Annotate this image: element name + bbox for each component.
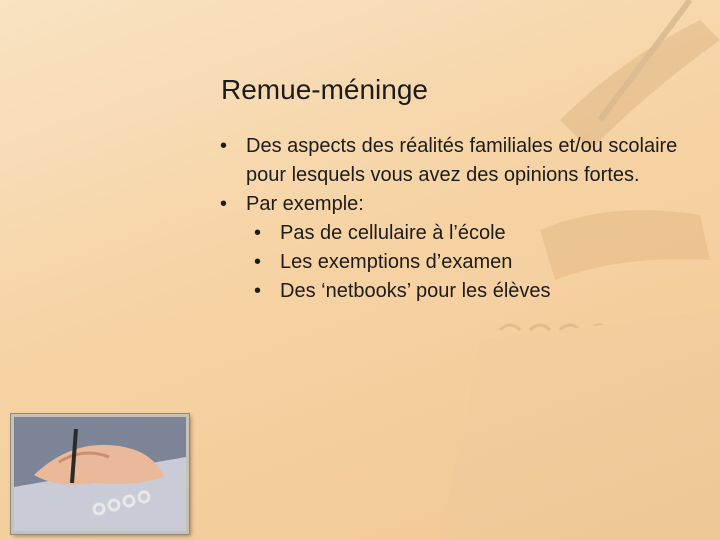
bullet-list: [220, 132, 690, 306]
bullet-item: [220, 132, 690, 190]
hand-writing-photo: [11, 414, 189, 534]
sub-bullet-item: [220, 219, 690, 248]
sub-bullet-item: [220, 277, 690, 306]
hand-writing-photo-art: [14, 417, 186, 531]
sub-bullet-text: Les exemptions d’examen: [280, 251, 513, 273]
bullet-marker: •: [254, 222, 262, 244]
bullet-marker: •: [254, 251, 262, 273]
slide-title: Remue-méninge: [221, 74, 428, 105]
bullet-marker: •: [254, 280, 262, 302]
bullet-text: Par exemple:: [246, 193, 364, 215]
bullet-marker: •: [220, 135, 228, 157]
sub-bullet-item: [220, 248, 690, 277]
sub-bullet-text: Des ‘netbooks’ pour les élèves: [280, 280, 551, 302]
sub-bullet-text: Pas de cellulaire à l’école: [280, 222, 506, 244]
bullet-marker: •: [220, 193, 228, 215]
bullet-item: [220, 190, 690, 219]
bullet-text: Des aspects des réalités familiales et/ou scolaire pour lesquels vous avez des opinions fortes.: [246, 135, 678, 186]
